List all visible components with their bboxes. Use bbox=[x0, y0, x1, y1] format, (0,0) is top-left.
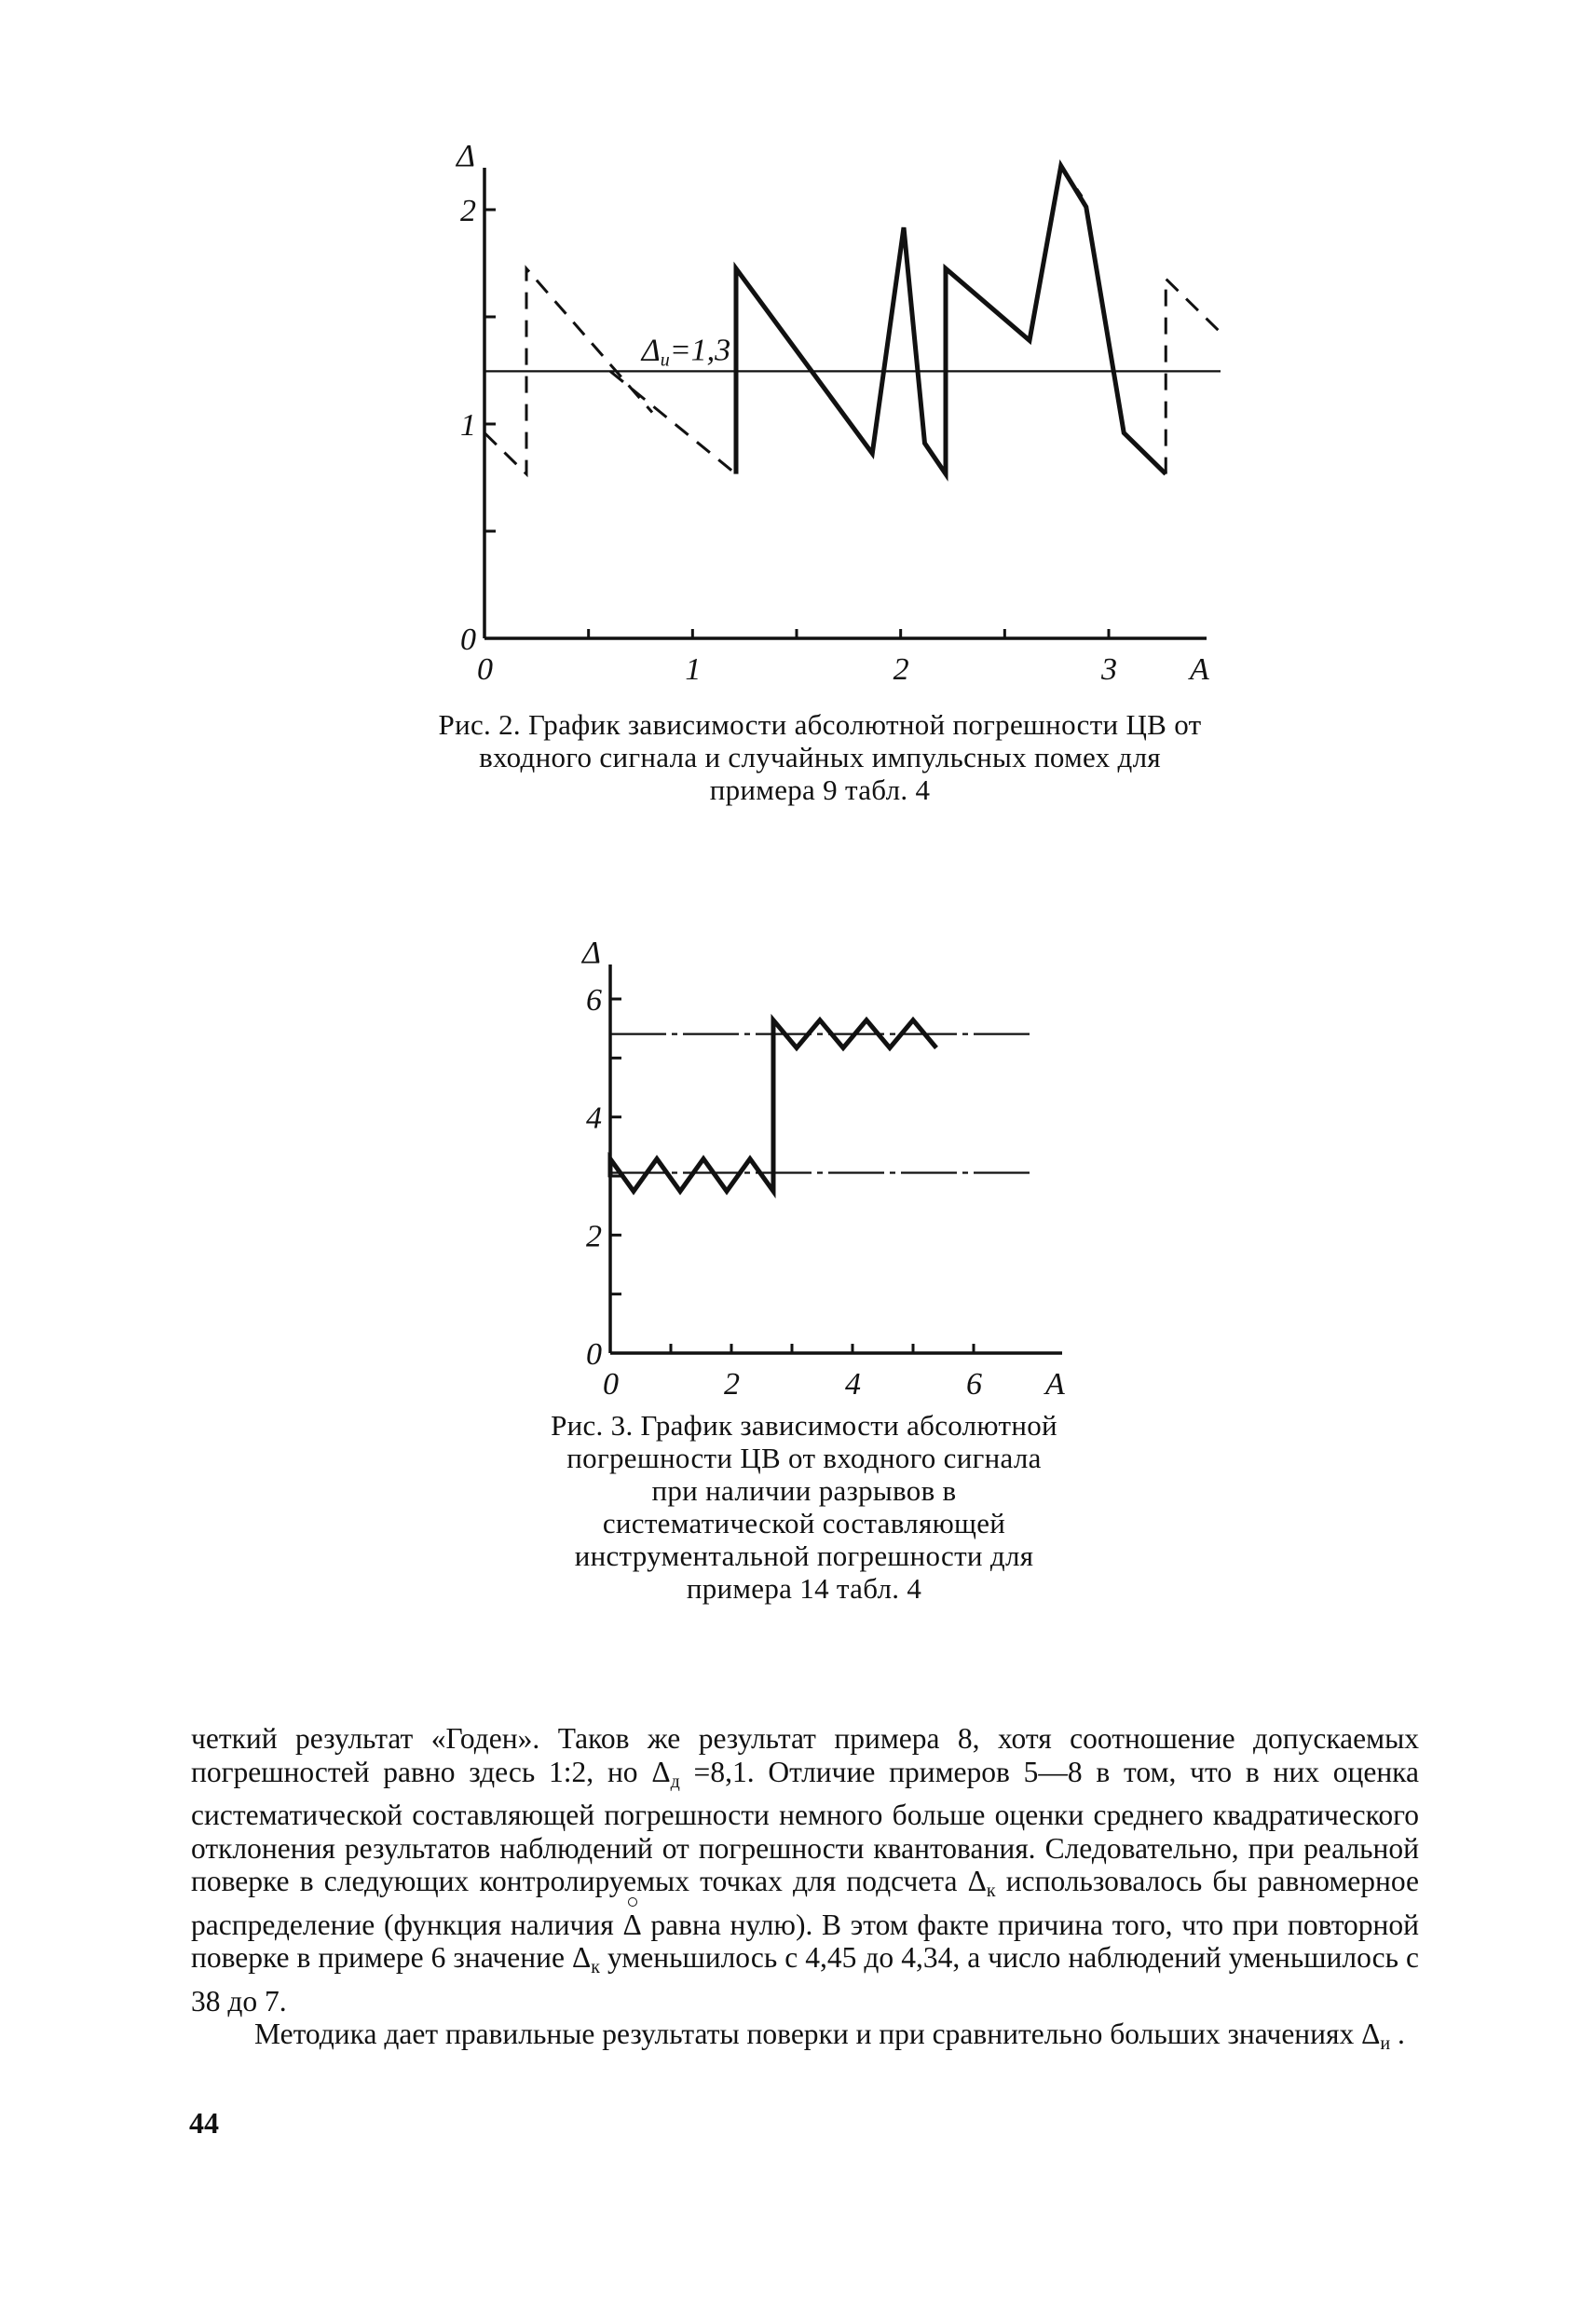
x-tick-label: 2 bbox=[724, 1367, 740, 1402]
y-tick-label: 6 bbox=[586, 983, 602, 1018]
paragraph-2: Методика дает правильные результаты поверки и при сравнительно больших значениях $\Delta_и$ . bbox=[254, 2018, 1405, 2054]
x-tick-label: 2 bbox=[893, 652, 909, 687]
paragraph-1: четкий результат «Годен». Таков же результат примера 8, хотя соотношение допускаемых погрешностей равно здесь 1:2, но $\Delta_д =8,1$. Отличие примеров 5—8 в том, что в них оценка систематической составляющей погрешности немного больше оценки среднего квадратического отклонения результатов наблюдений от погрешности квантования. Следовательно, при реальной поверке в следующих контролируемых точках для подсчета $\Delta_к$ использовалось бы равномерное распределение (функция наличия Δ равна нулю). В этом факте причина того, что при повторной поверке в примере 6 значение $\Delta_к$ уменьшилось с 4,45 до 4,34, а число наблюдений уменьшилось с 38 до 7. bbox=[191, 1722, 1420, 2018]
x-tick-label: 1 bbox=[685, 652, 702, 687]
y-axis-name: Δ bbox=[457, 139, 475, 173]
delta-ring-symbol: Δ bbox=[622, 1908, 642, 1941]
x-tick-label: A bbox=[1190, 652, 1209, 687]
y-tick-label: 1 bbox=[460, 408, 476, 443]
y-tick-label: 0 bbox=[460, 622, 476, 657]
solid-series-line bbox=[610, 1020, 936, 1192]
body-text bbox=[191, 1722, 1419, 2061]
y-tick-label: 4 bbox=[586, 1101, 602, 1136]
figure-2-caption: Рис. 2. График зависимости абсолютной погрешности ЦВ от входного сигнала и случайных импульсных помех для примера 9 табл. 4 bbox=[438, 708, 1202, 806]
figure-2-chart bbox=[0, 0, 1596, 708]
x-tick-label: 0 bbox=[603, 1367, 619, 1402]
x-tick-label: A bbox=[1045, 1367, 1065, 1402]
figure-3 bbox=[0, 895, 1596, 1416]
x-tick-label: 6 bbox=[966, 1367, 982, 1402]
figure-3-chart bbox=[0, 895, 1596, 1416]
dashed-series-line bbox=[1166, 279, 1218, 473]
solid-series-line bbox=[736, 166, 1166, 474]
y-axis-name: Δ bbox=[582, 936, 601, 970]
page-number: 44 bbox=[189, 2106, 219, 2140]
y-tick-label: 2 bbox=[586, 1219, 602, 1254]
y-tick-label: 0 bbox=[586, 1337, 602, 1372]
y-tick-label: 2 bbox=[460, 194, 476, 228]
x-tick-label: 0 bbox=[477, 652, 493, 687]
x-tick-label: 3 bbox=[1101, 652, 1117, 687]
x-tick-label: 4 bbox=[845, 1367, 861, 1402]
figure-2 bbox=[0, 0, 1596, 708]
figure-3-caption: Рис. 3. График зависимости абсолютной погрешности ЦВ от входного сигнала при наличии разрывов в систематической составляющей инструментальной погрешности для примера 14 табл. 4 bbox=[551, 1409, 1057, 1605]
reference-line-label: Δи=1,3 bbox=[641, 333, 731, 371]
